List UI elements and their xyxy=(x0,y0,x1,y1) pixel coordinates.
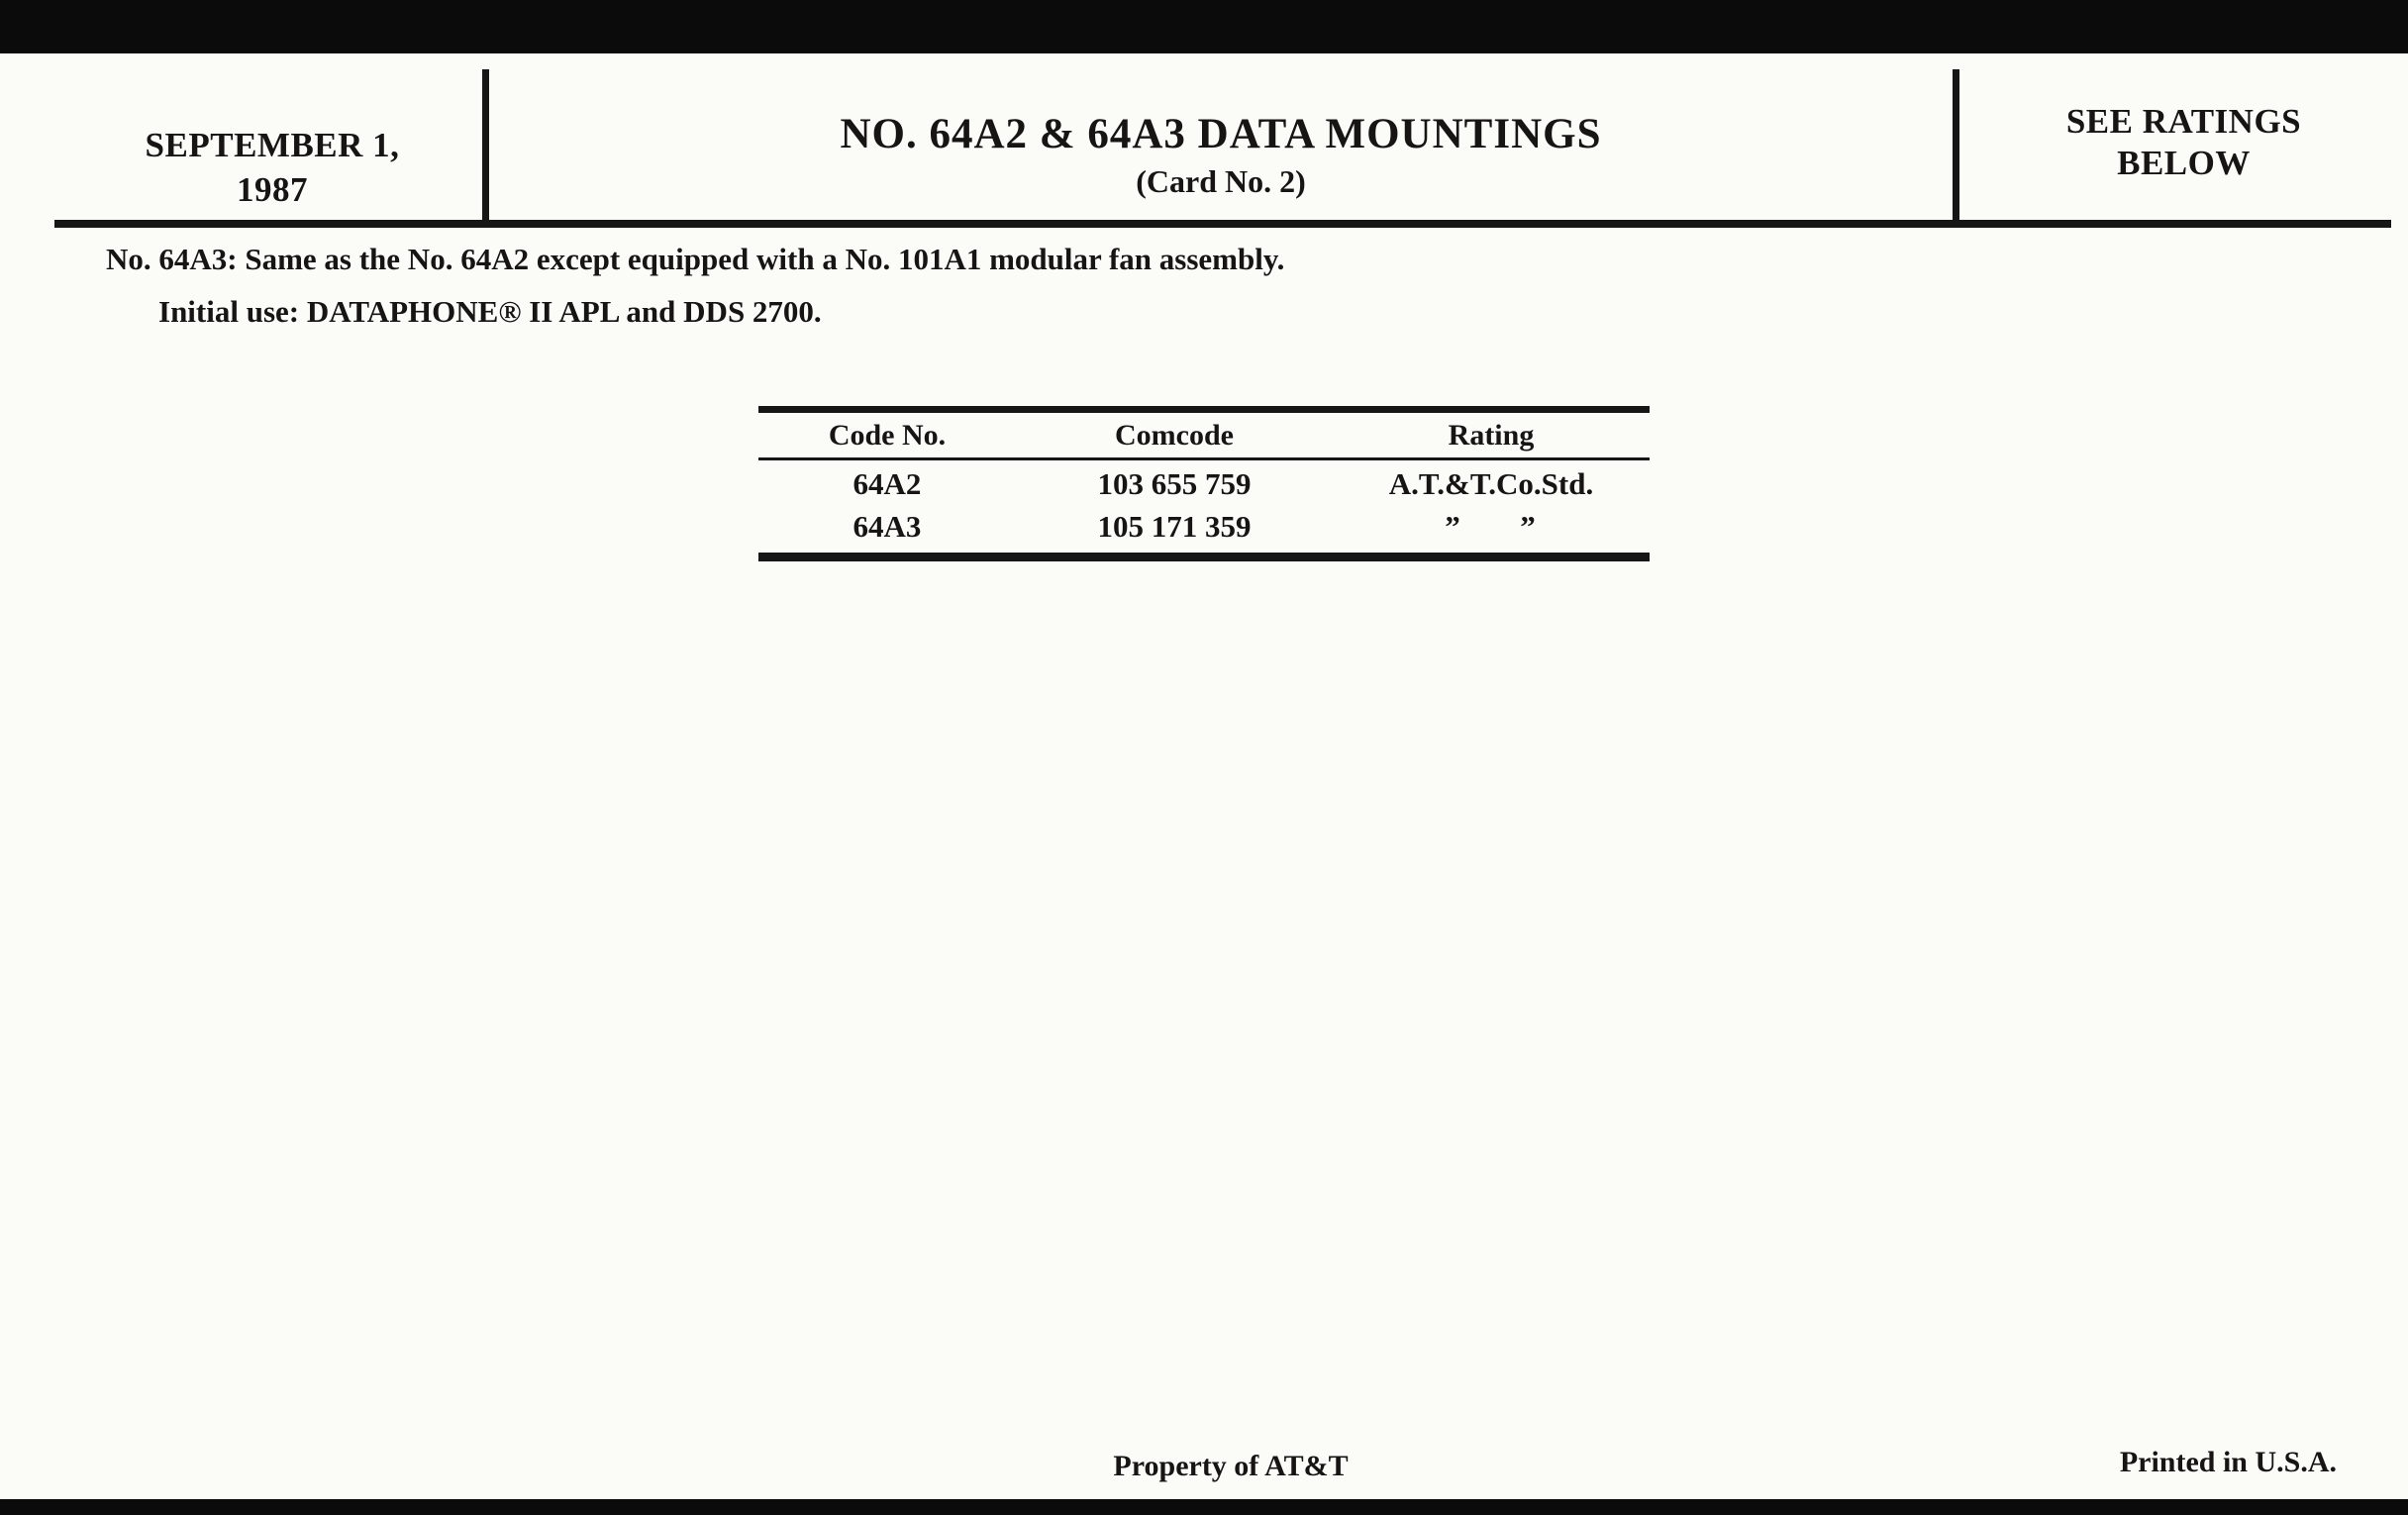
table-header-comcode: Comcode xyxy=(1115,419,1234,452)
table-cell-rating: A.T.&T.Co.Std. xyxy=(1388,466,1594,501)
header-divider-right xyxy=(1953,69,1959,224)
table-header-rating: Rating xyxy=(1448,419,1535,452)
table-cell-rating: ” ” xyxy=(1445,509,1538,544)
header-divider-left xyxy=(482,69,489,224)
issue-date-line2: 1987 xyxy=(237,170,308,209)
card-page xyxy=(0,53,2408,1499)
footer-printed-in: Printed in U.S.A. xyxy=(2119,1446,2337,1478)
table-row xyxy=(758,503,1650,553)
description-line-1: No. 64A3: Same as the No. 64A2 except equipped with a No. 101A1 modular fan assembly. xyxy=(106,242,1285,276)
description-line-2: Initial use: DATAPHONE® II APL and DDS 2700. xyxy=(158,294,822,329)
page-title: NO. 64A2 & 64A3 DATA MOUNTINGS xyxy=(840,111,1602,157)
title-block xyxy=(489,109,1953,202)
issue-date xyxy=(94,123,451,212)
table-cell-code: 64A3 xyxy=(853,509,922,544)
table-cell-comcode: 103 655 759 xyxy=(1097,466,1252,501)
ratings-table xyxy=(758,406,1650,561)
header-rule xyxy=(54,220,2391,228)
issue-date-line1: SEPTEMBER 1, xyxy=(145,126,400,164)
ratings-note-line2: BELOW xyxy=(2117,144,2251,182)
ratings-note xyxy=(1959,101,2408,184)
ratings-note-line1: SEE RATINGS xyxy=(2065,102,2302,141)
table-header-code: Code No. xyxy=(828,419,947,452)
table-row xyxy=(758,460,1650,503)
scan-bottom-black-bar xyxy=(0,1499,2408,1515)
table-header-row xyxy=(758,413,1650,460)
card-subtitle: (Card No. 2) xyxy=(1136,163,1306,199)
scan-top-black-bar xyxy=(0,0,2408,53)
table-cell-code: 64A2 xyxy=(853,466,922,501)
table-cell-comcode: 105 171 359 xyxy=(1097,509,1252,544)
footer-property-of: Property of AT&T xyxy=(1113,1450,1349,1482)
